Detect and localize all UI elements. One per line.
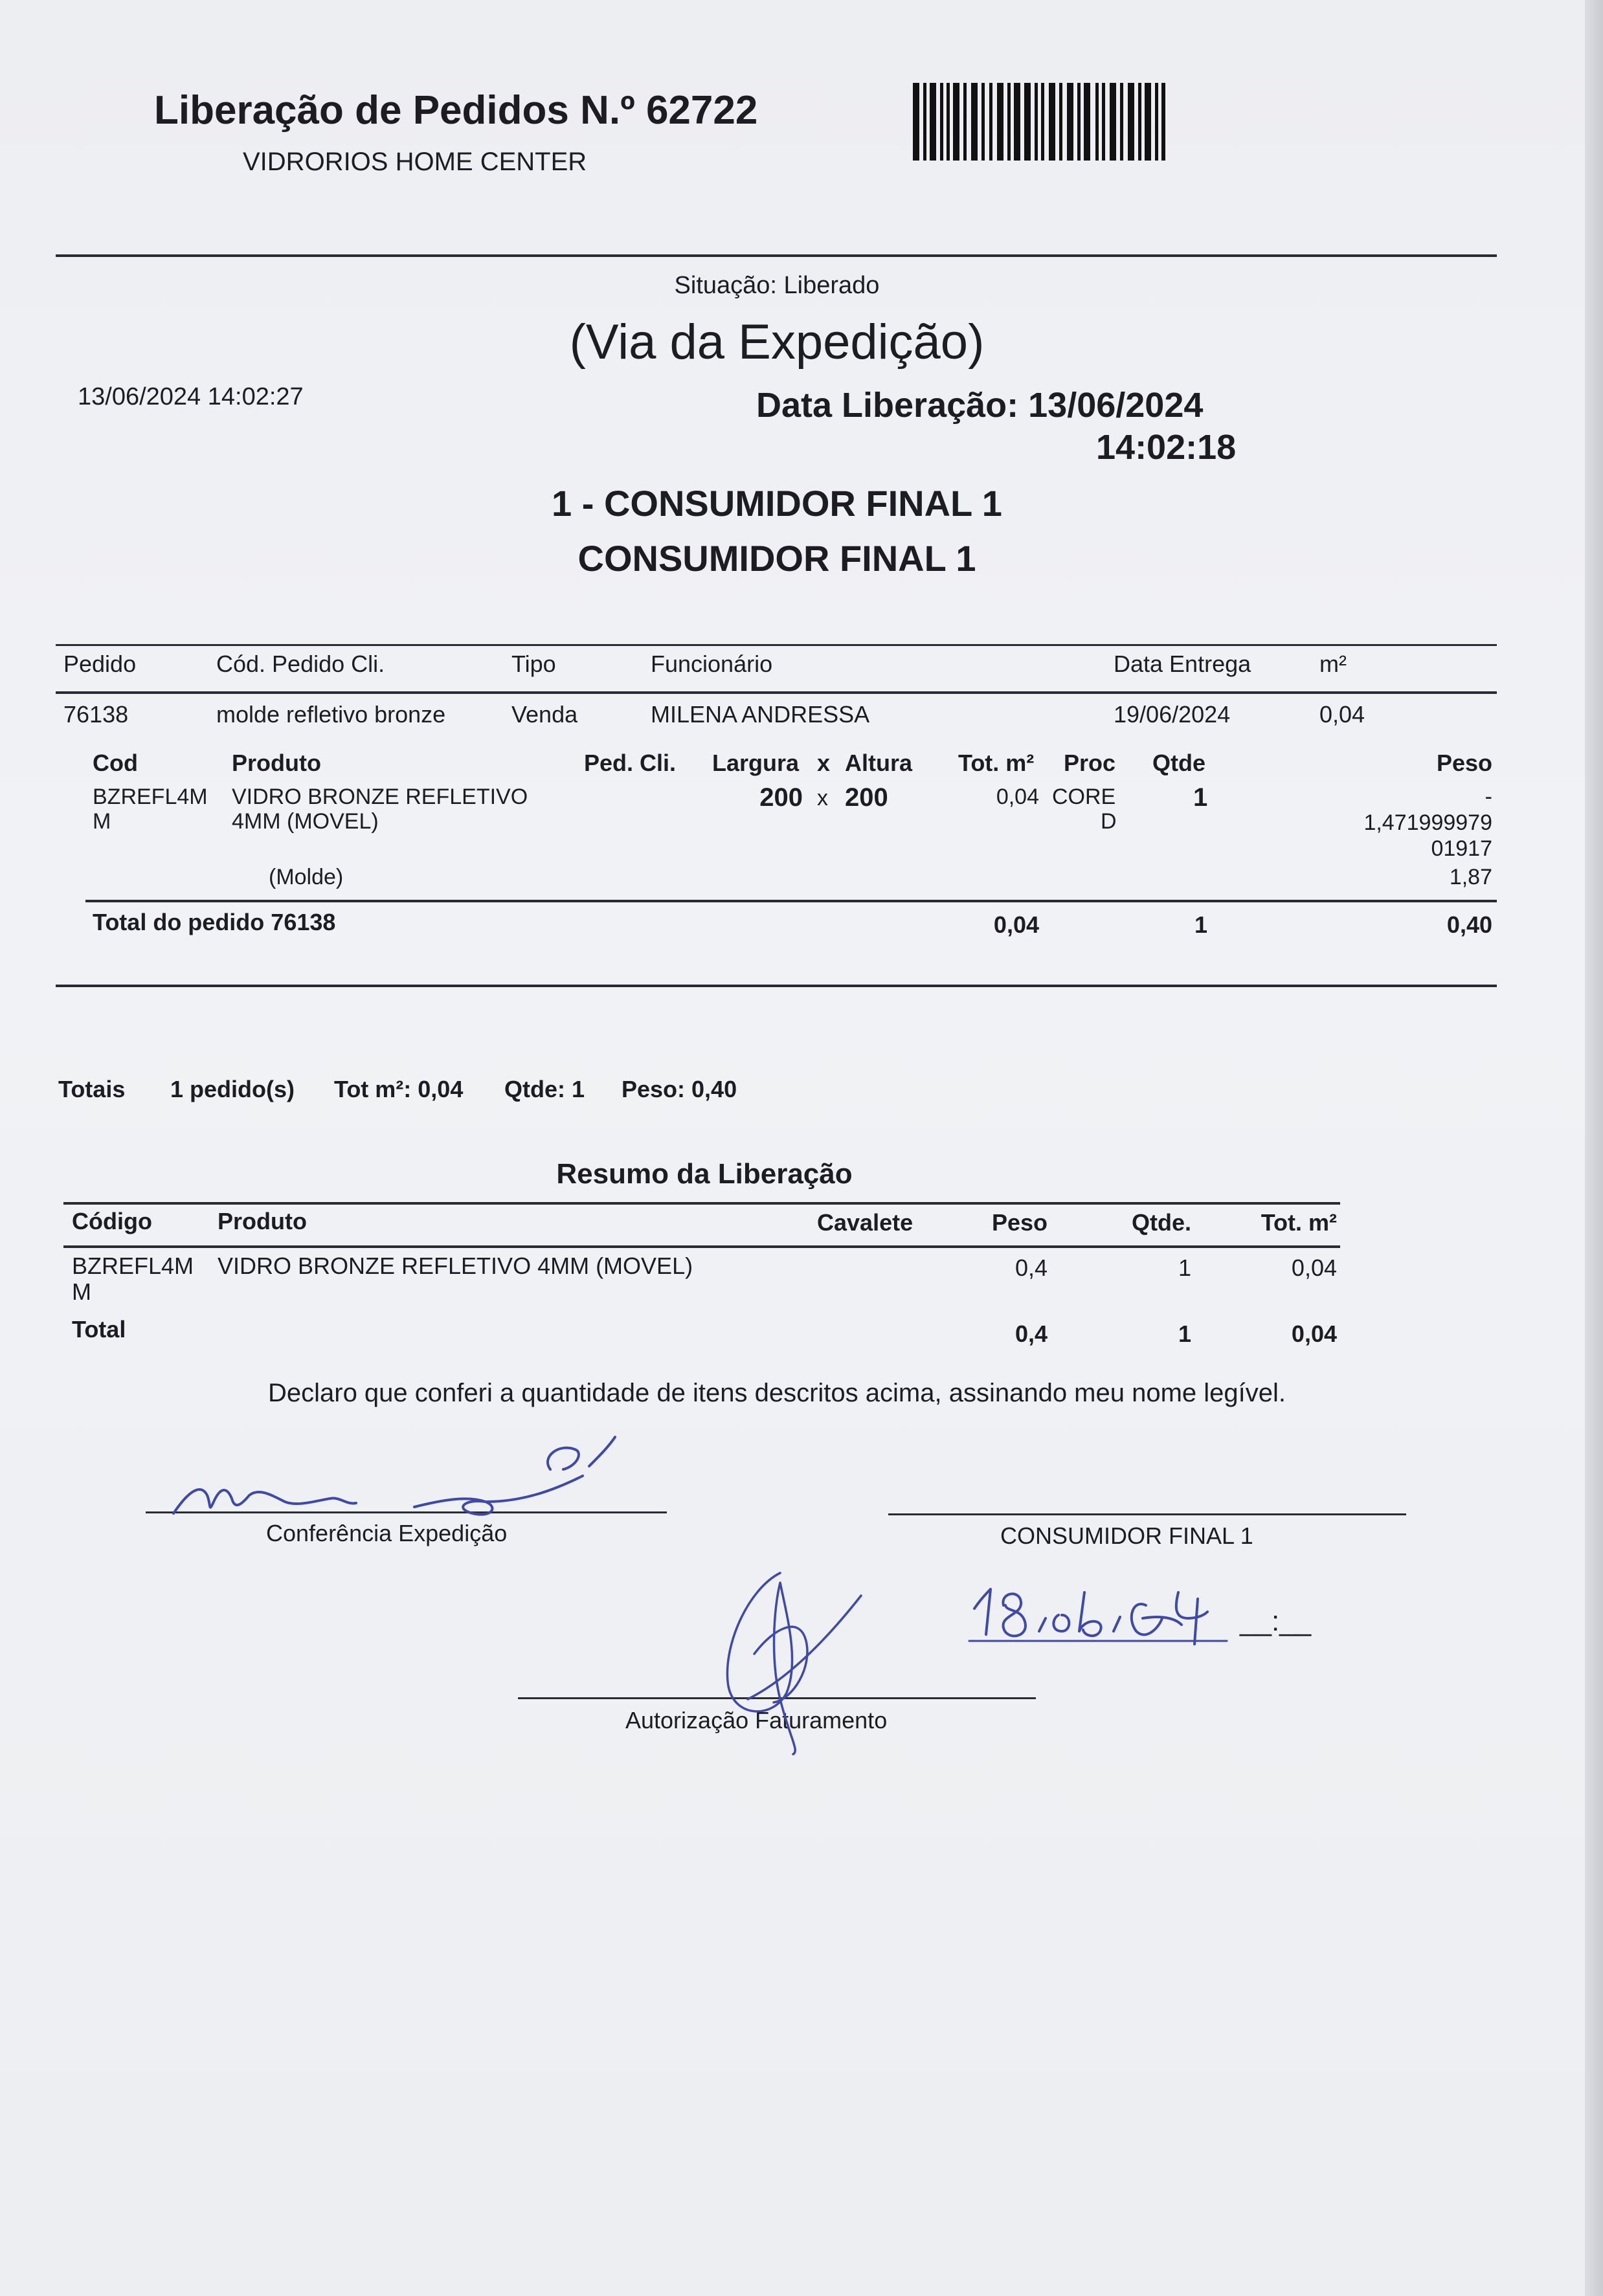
summary-product: VIDRO BRONZE REFLETIVO 4MM (MOVEL) bbox=[218, 1253, 693, 1279]
print-datetime: 13/06/2024 14:02:27 bbox=[78, 383, 304, 410]
handwritten-date bbox=[968, 1579, 1434, 1651]
company-name: VIDRORIOS HOME CENTER bbox=[243, 148, 587, 176]
item-proc-line1: CORE bbox=[1052, 785, 1116, 809]
summary-total-tot-m2: 0,04 bbox=[1291, 1321, 1337, 1347]
handwritten-time-blank: __:__ bbox=[1240, 1605, 1312, 1637]
item-weight-line2: 1,471999979 bbox=[1363, 810, 1492, 835]
copy-label: (Via da Expedição) bbox=[569, 315, 985, 370]
summary-header-tot-m2: Tot. m² bbox=[1261, 1209, 1337, 1236]
item-qtde: 1 bbox=[1193, 783, 1208, 812]
col-header-pedido: Pedido bbox=[63, 651, 137, 677]
order-employee: MILENA ANDRESSA bbox=[651, 701, 870, 728]
summary-top-line bbox=[63, 1202, 1340, 1205]
item-header-peso: Peso bbox=[1436, 750, 1492, 776]
document-title: Liberação de Pedidos N.º 62722 bbox=[154, 88, 758, 133]
item-width: 200 bbox=[759, 783, 803, 812]
order-total-label: Total do pedido 76138 bbox=[93, 909, 336, 935]
totals-orders: 1 pedido(s) bbox=[170, 1076, 295, 1102]
summary-tot-m2: 0,04 bbox=[1291, 1254, 1337, 1281]
summary-total-label: Total bbox=[72, 1316, 126, 1343]
signature-label-autorizacao: Autorização Faturamento bbox=[625, 1707, 888, 1733]
item-total-line bbox=[85, 900, 1497, 902]
item-product-line1: VIDRO BRONZE REFLETIVO bbox=[232, 785, 528, 809]
order-section-divider bbox=[56, 985, 1497, 987]
item-weight-line1: - bbox=[1485, 785, 1492, 809]
summary-header-codigo: Código bbox=[72, 1208, 152, 1234]
page-edge bbox=[1585, 0, 1603, 2296]
col-header-m2: m² bbox=[1319, 651, 1347, 677]
item-header-altura: Altura bbox=[845, 750, 913, 776]
item-code-line2: M bbox=[93, 809, 111, 834]
item-header-tot-m2: Tot. m² bbox=[958, 750, 1035, 776]
release-date: Data Liberação: 13/06/2024 bbox=[756, 386, 1204, 425]
order-total-qtde: 1 bbox=[1194, 911, 1208, 938]
release-time: 14:02:18 bbox=[1096, 428, 1237, 467]
item-tot-m2: 0,04 bbox=[996, 785, 1039, 809]
status-text: Situação: Liberado bbox=[674, 272, 880, 299]
item-header-proc: Proc bbox=[1064, 750, 1116, 776]
order-type: Venda bbox=[511, 701, 578, 728]
item-product-line2: 4MM (MOVEL) bbox=[232, 809, 379, 834]
item-x: x bbox=[817, 786, 828, 810]
signature-label-conferencia: Conferência Expedição bbox=[266, 1520, 508, 1546]
summary-header-produto: Produto bbox=[218, 1208, 307, 1234]
col-header-data-entrega: Data Entrega bbox=[1114, 651, 1251, 677]
summary-qtde: 1 bbox=[1178, 1254, 1191, 1281]
summary-code-line1: BZREFL4M bbox=[72, 1253, 194, 1279]
totals-m2: Tot m²: 0,04 bbox=[334, 1076, 464, 1102]
summary-header-line bbox=[63, 1245, 1340, 1248]
summary-title: Resumo da Liberação bbox=[556, 1158, 853, 1190]
summary-weight: 0,4 bbox=[1014, 1254, 1048, 1281]
item-header-x: x bbox=[817, 750, 831, 776]
item-header-produto: Produto bbox=[232, 750, 321, 776]
item-header-ped-cli: Ped. Cli. bbox=[584, 750, 677, 776]
handwritten-signature-autorizacao bbox=[709, 1570, 877, 1757]
order-total-m2: 0,04 bbox=[993, 911, 1039, 938]
customer-name: CONSUMIDOR FINAL 1 bbox=[577, 538, 976, 579]
item-header-cod: Cod bbox=[93, 750, 138, 776]
totals-label: Totais bbox=[58, 1076, 126, 1102]
item-height: 200 bbox=[845, 783, 888, 812]
item-weight-line4: 1,87 bbox=[1449, 865, 1492, 889]
order-table-header-line bbox=[56, 691, 1497, 694]
col-header-cod-pedido-cli: Cód. Pedido Cli. bbox=[216, 651, 385, 677]
customer-code-name: 1 - CONSUMIDOR FINAL 1 bbox=[552, 483, 1002, 524]
order-delivery-date: 19/06/2024 bbox=[1114, 701, 1231, 728]
item-weight-line3: 01917 bbox=[1431, 836, 1492, 861]
col-header-tipo: Tipo bbox=[511, 651, 556, 677]
order-m2: 0,04 bbox=[1319, 701, 1365, 728]
signature-label-cliente: CONSUMIDOR FINAL 1 bbox=[1000, 1522, 1253, 1549]
order-number: 76138 bbox=[63, 701, 129, 728]
summary-header-cavalete: Cavalete bbox=[817, 1209, 914, 1236]
header-divider bbox=[56, 254, 1497, 257]
item-proc-line2: D bbox=[1101, 809, 1117, 834]
totals-qtde: Qtde: 1 bbox=[504, 1076, 585, 1102]
item-note: (Molde) bbox=[269, 865, 344, 889]
summary-header-peso: Peso bbox=[991, 1209, 1048, 1236]
totals-weight: Peso: 0,40 bbox=[622, 1076, 737, 1102]
order-client-code: molde refletivo bronze bbox=[216, 701, 446, 728]
summary-total-weight: 0,4 bbox=[1014, 1321, 1048, 1347]
summary-code-line2: M bbox=[72, 1278, 91, 1305]
item-header-largura: Largura bbox=[712, 750, 800, 776]
barcode bbox=[913, 83, 1165, 161]
order-table-top-line bbox=[56, 644, 1497, 646]
col-header-funcionario: Funcionário bbox=[651, 651, 773, 677]
signature-line-cliente bbox=[888, 1513, 1406, 1515]
declaration-text: Declaro que conferi a quantidade de itens descritos acima, assinando meu nome legível. bbox=[267, 1379, 1286, 1407]
handwritten-signature-conferencia bbox=[162, 1431, 654, 1528]
item-code-line1: BZREFL4M bbox=[93, 785, 208, 809]
summary-header-qtde: Qtde. bbox=[1131, 1209, 1191, 1236]
item-header-qtde: Qtde bbox=[1152, 750, 1206, 776]
order-total-weight: 0,40 bbox=[1446, 911, 1492, 938]
summary-total-qtde: 1 bbox=[1178, 1321, 1191, 1347]
